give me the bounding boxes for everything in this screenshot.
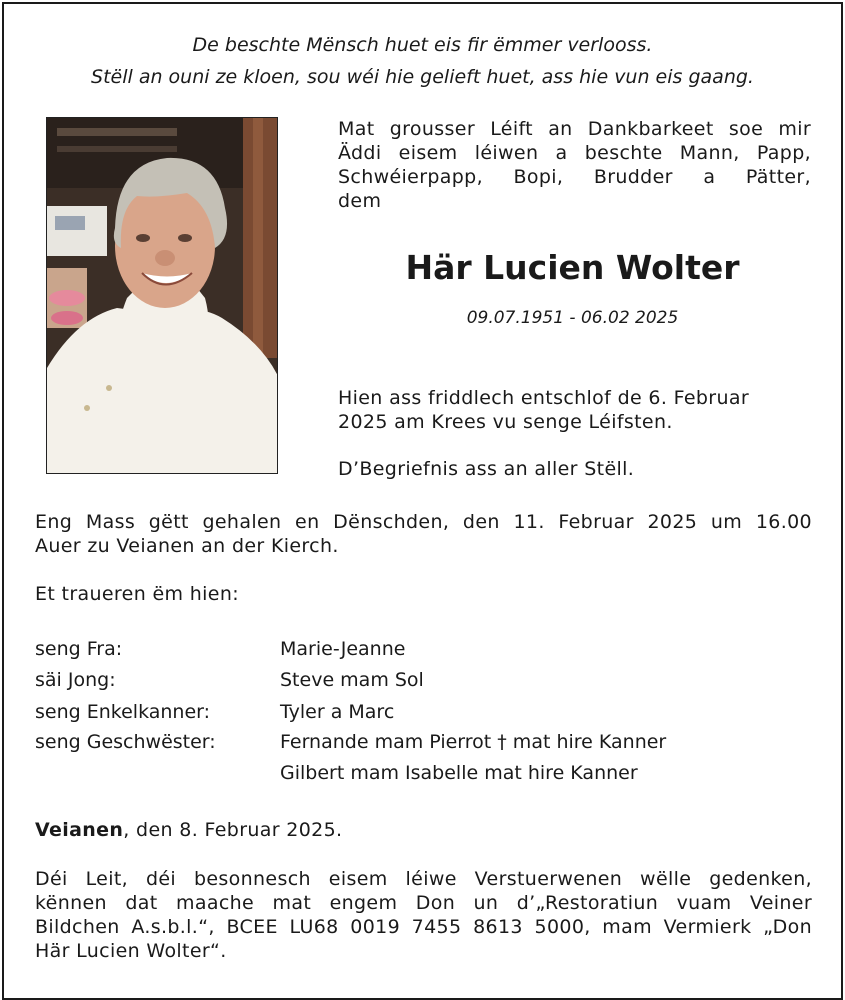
mourner-relation: seng Fra: <box>35 638 123 660</box>
intro-line-4: dem <box>338 190 382 212</box>
motto-line-2: Stëll an ouni ze kloen, sou wéi hie gelieft huet, ass hie vun eis gaang. <box>91 66 754 88</box>
deceased-name: Här Lucien Wolter <box>405 248 740 287</box>
intro-line-3: Schwéierpapp, Bopi, Brudder a Pätter, <box>338 166 811 188</box>
burial-note: D’Begriefnis ass an aller Stëll. <box>338 458 635 480</box>
place-name: Veianen <box>35 819 124 841</box>
donation-line-2: kënnen dat maache mat engem Don un d’„Restoratiun vuam Veiner <box>35 892 812 914</box>
place-date-line <box>35 818 342 842</box>
donation-line-3: Bildchen A.s.b.l.“, BCEE LU68 0019 7455 8613 5000, mam Vermierk „Don <box>35 916 812 938</box>
mass-line-2: Auer zu Veianen an der Kierch. <box>35 535 339 557</box>
mourners-heading: Et traueren ëm hien: <box>35 583 239 605</box>
mourner-names: Marie-Jeanne <box>280 638 406 660</box>
mass-paragraph <box>35 510 812 558</box>
mourner-names: Steve mam Sol <box>280 669 424 691</box>
date-text: , den 8. Februar 2025. <box>123 819 343 841</box>
mourner-relation: seng Enkelkanner: <box>35 701 211 723</box>
intro-line-2: Äddi eisem léiwen a beschte Mann, Papp, <box>338 142 811 164</box>
donation-line-1: Déi Leit, déi besonnesch eisem léiwe Verstuerwenen wëlle gedenken, <box>35 868 812 890</box>
passing-paragraph <box>338 386 818 434</box>
mourner-relation: seng Geschwëster: <box>35 731 216 753</box>
donation-line-4: Här Lucien Wolter“. <box>35 940 227 962</box>
portrait-illustration <box>47 118 278 474</box>
portrait-photo <box>46 117 278 474</box>
passing-line-1: Hien ass friddlech entschlof de 6. Februar <box>338 387 750 409</box>
passing-line-2: 2025 am Krees vu senge Léifsten. <box>338 411 673 433</box>
mourner-names: Gilbert mam Isabelle mat hire Kanner <box>280 762 638 784</box>
motto-line-1: De beschte Mënsch huet eis fir ëmmer verlooss. <box>192 34 653 56</box>
mass-line-1: Eng Mass gëtt gehalen en Dënschden, den 11. Februar 2025 um 16.00 <box>35 511 812 533</box>
mourner-relation: säi Jong: <box>35 669 116 691</box>
intro-paragraph <box>338 117 811 213</box>
donation-paragraph <box>35 867 812 963</box>
intro-line-1: Mat grousser Léift an Dankbarkeet soe mir <box>338 118 811 140</box>
life-dates: 09.07.1951 - 06.02 2025 <box>466 308 679 328</box>
mourner-names: Fernande mam Pierrot † mat hire Kanner <box>280 731 667 753</box>
mourner-names: Tyler a Marc <box>280 701 395 723</box>
